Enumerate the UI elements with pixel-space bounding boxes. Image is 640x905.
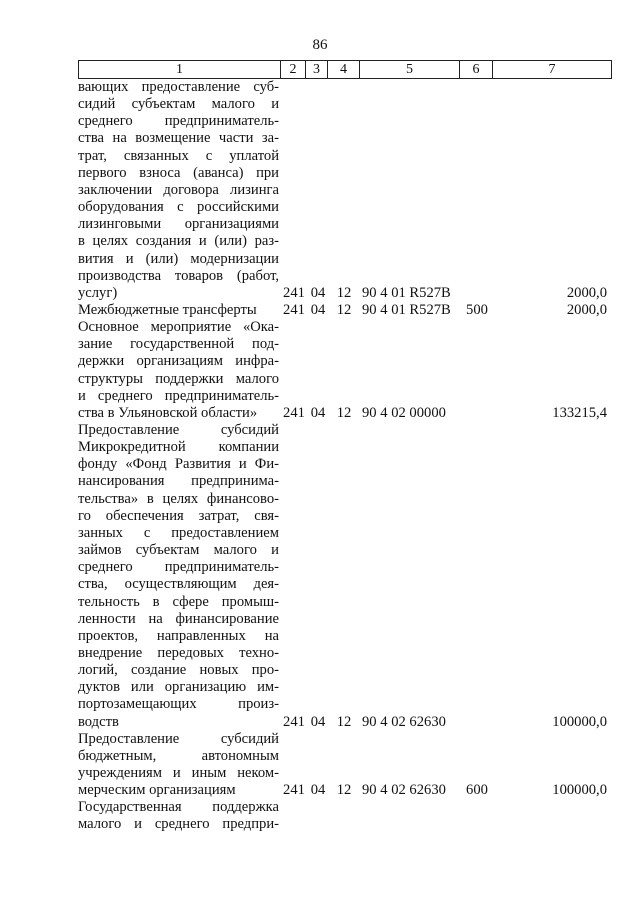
cell-c2: 241 xyxy=(283,782,305,799)
row-text-line: портозамещающих произ- xyxy=(78,696,279,713)
cell-c3: 04 xyxy=(310,301,326,318)
cell-c4: 12 xyxy=(336,404,352,421)
row-text-line: логий, создание новых про- xyxy=(78,662,279,679)
cell-c3: 04 xyxy=(310,404,326,421)
table-header xyxy=(78,60,612,79)
row-text-line: мерческим организациям xyxy=(78,782,236,799)
cell-c5: 90 4 02 62630 xyxy=(362,713,446,730)
header-col-6: 6 xyxy=(460,61,493,78)
row-text-line: нансирования предпринима- xyxy=(78,473,279,490)
row-text-line: сидий субъектам малого и xyxy=(78,96,279,113)
row-text-line: ства на возмещение части за- xyxy=(78,130,279,147)
row-text-line: зание государственной под- xyxy=(78,336,279,353)
row-text-line: бюджетным, автономным xyxy=(78,747,279,764)
cell-c7: 2000,0 xyxy=(566,284,607,301)
row-text-line: тельства» в целях финансово- xyxy=(78,490,279,507)
row-text-line: фонду «Фонд Развития и Фи- xyxy=(78,456,279,473)
cell-c7: 100000,0 xyxy=(552,782,607,799)
row-text-line: услуг) xyxy=(78,284,118,301)
cell-c6: 500 xyxy=(466,301,488,318)
row-text-line: ства, осуществляющим дея- xyxy=(78,576,279,593)
row-text-line: водств xyxy=(78,713,119,730)
header-col-1: 1 xyxy=(79,61,281,78)
cell-c7: 133215,4 xyxy=(552,404,607,421)
cell-c5: 90 4 02 62630 xyxy=(362,782,446,799)
header-col-3: 3 xyxy=(306,61,328,78)
row-text-line: Предоставление субсидий xyxy=(78,422,279,438)
row-text-line: тельность в сфере промыш- xyxy=(78,593,279,610)
row-text-line: го обеспечения затрат, свя- xyxy=(78,507,279,524)
row-text-line: Основное мероприятие «Ока- xyxy=(78,319,279,336)
row-text-line: структуры поддержки малого xyxy=(78,370,279,387)
cell-c4: 12 xyxy=(336,284,352,301)
cell-c4: 12 xyxy=(336,301,352,318)
cell-c2: 241 xyxy=(283,284,305,301)
cell-c2: 241 xyxy=(283,713,305,730)
header-col-7: 7 xyxy=(548,62,556,77)
row-text-line: трат, связанных с уплатой xyxy=(78,147,279,164)
row-text-line: дуктов или организацию им- xyxy=(78,679,279,696)
header-col-4: 4 xyxy=(328,61,360,78)
row-text-line: занных с предоставлением xyxy=(78,524,279,541)
row-text-line: Предоставление субсидий xyxy=(78,730,279,747)
cell-c7: 100000,0 xyxy=(552,713,607,730)
row-text-line: займов субъектам малого и xyxy=(78,542,279,559)
row-text-line: ства в Ульяновской области» xyxy=(78,404,258,421)
row-text-line: проектов, направленных на xyxy=(78,627,279,644)
row-text-line: лизинговыми организациями xyxy=(78,216,279,233)
row-text-line: заключении договора лизинга xyxy=(78,181,279,198)
row-text-line: среднего предприниматель- xyxy=(78,559,279,576)
cell-c3: 04 xyxy=(310,782,326,799)
cell-c4: 12 xyxy=(336,782,352,799)
cell-c5: 90 4 01 R527В xyxy=(362,301,451,318)
page-number: 86 xyxy=(312,37,328,53)
header-col-2: 2 xyxy=(281,61,306,78)
row-text-line: в целях создания и (или) раз- xyxy=(78,233,279,250)
row-text-line: оборудования с российскими xyxy=(78,199,279,216)
cell-c7: 2000,0 xyxy=(566,301,607,318)
cell-c4: 12 xyxy=(336,713,352,730)
cell-c3: 04 xyxy=(310,713,326,730)
cell-c2: 241 xyxy=(283,404,305,421)
cell-c3: 04 xyxy=(310,284,326,301)
row-text-line: внедрение передовых техно- xyxy=(78,644,279,661)
cell-c5: 90 4 02 00000 xyxy=(362,404,446,421)
row-text-line: Микрокредитной компании xyxy=(78,439,279,456)
row-text-line: Государственная поддержка xyxy=(78,799,279,816)
row-text-line: вития и (или) модернизации xyxy=(78,250,279,267)
row-text-line: держки организациям инфра- xyxy=(78,353,279,370)
row-text-line: первого взноса (аванса) при xyxy=(78,164,279,181)
cell-c2: 241 xyxy=(283,301,305,318)
header-col-5: 5 xyxy=(360,61,460,78)
row-text-line: и среднего предприниматель- xyxy=(78,387,279,404)
cell-c6: 600 xyxy=(466,782,488,799)
row-text-line: ленности на финансирование xyxy=(78,610,279,627)
row-text-line: Межбюджетные трансферты xyxy=(78,301,257,318)
row-text-line: производства товаров (работ, xyxy=(78,267,279,284)
row-text-line: малого и среднего предпри- xyxy=(78,816,279,833)
row-text-line: среднего предприниматель- xyxy=(78,113,279,130)
row-text-line: вающих предоставление суб- xyxy=(78,79,279,95)
row-text-line: учреждениям и иным неком- xyxy=(78,765,279,781)
cell-c5: 90 4 01 R527В xyxy=(362,284,451,301)
